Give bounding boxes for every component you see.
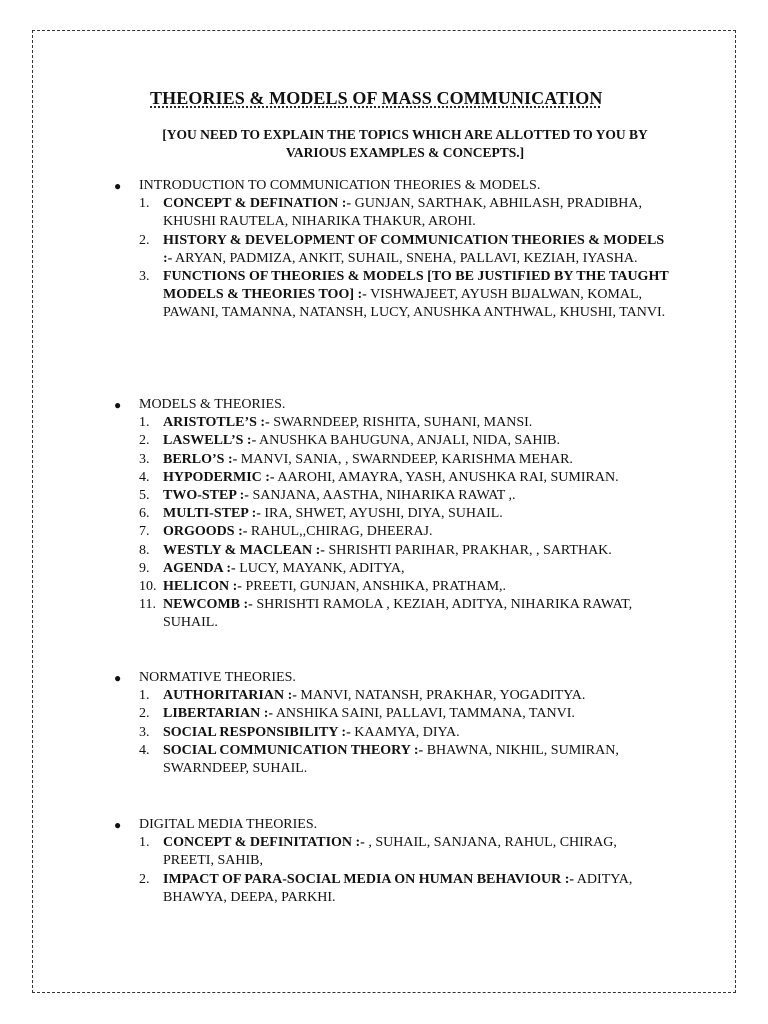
item-number: 2. [139,871,150,887]
item-number: 4. [139,742,150,758]
list-item [110,687,670,705]
item-number: 6. [139,506,150,522]
item-topic: SOCIAL RESPONSIBILITY :- [163,724,351,740]
item-topic: BERLO’S :- [163,451,238,467]
item-topic: CONCEPT & DEFINITATION :- [163,835,365,851]
list-item [110,414,670,432]
item-number: 1. [139,835,150,851]
bullet-icon: ● [114,671,122,685]
item-number: 1. [139,688,150,704]
item-topic: NEWCOMB :- [163,597,253,613]
list-item [110,232,670,268]
list-item [110,523,670,541]
section-heading [110,396,670,414]
item-names: SANJANA, AASTHA, NIHARIKA RAWAT ,. [248,488,516,504]
item-topic: AUTHORITARIAN :- [163,688,297,704]
topic-list [110,687,670,778]
item-topic: IMPACT OF PARA-SOCIAL MEDIA ON HUMAN BEHAVIOUR :- [163,871,575,887]
list-item [110,705,670,723]
item-topic: CONCEPT & DEFINATION :- [163,196,352,212]
list-item [110,505,670,523]
list-item [110,871,670,907]
list-item [110,268,670,323]
item-names: SHRISHTI PARIHAR, PRAKHAR, , SARTHAK. [324,542,612,558]
item-topic: WESTLY & MACLEAN :- [163,542,325,558]
item-number: 3. [139,724,150,740]
topic-list [110,195,670,322]
bullet-icon: ● [114,818,122,832]
item-names: GUNJAN, SARTHAK, ABHILASH, PRADIBHA, KHUSHI RAUTELA, NIHARIKA THAKUR, AROHI. [163,196,642,230]
item-number: 4. [139,469,150,485]
item-topic: LIBERTARIAN :- [163,706,274,722]
bullet-icon: ● [114,179,122,193]
item-number: 3. [139,269,150,285]
instruction-note: [YOU NEED TO EXPLAIN THE TOPICS WHICH ARE ALLOTTED TO YOU BY VARIOUS EXAMPLES & CONCEPTS.] [162,127,648,160]
item-number: 10. [139,579,157,595]
item-topic: HELICON :- [163,579,242,595]
item-topic: ARISTOTLE’S :- [163,415,270,431]
item-topic: AGENDA :- [163,560,236,576]
item-names: PREETI, GUNJAN, ANSHIKA, PRATHAM,. [241,579,507,595]
item-number: 2. [139,232,150,248]
item-names: AAROHI, AMAYRA, YASH, ANUSHKA RAI, SUMIRAN. [274,469,619,485]
list-item [110,742,670,778]
list-item [110,724,670,742]
section-heading-text: INTRODUCTION TO COMMUNICATION THEORIES & MODELS. [139,178,541,193]
item-number: 11. [139,597,156,613]
list-item [110,834,670,870]
item-number: 2. [139,433,150,449]
item-names: MANVI, SANIA, , SWARNDEEP, KARISHMA MEHAR. [237,451,573,467]
section-heading [110,177,670,195]
item-names: RAHUL,,CHIRAG, DHEERAJ. [247,524,433,540]
item-names: SHRISHTI RAMOLA , KEZIAH, ADITYA, NIHARIKA RAWAT, SUHAIL. [163,597,633,631]
item-names: ANSHIKA SAINI, PALLAVI, TAMMANA, TANVI. [273,706,575,722]
section-normative-theories [110,669,670,778]
list-item [110,195,670,231]
section-heading-text: NORMATIVE THEORIES. [139,670,296,685]
list-item [110,451,670,469]
item-names: ARYAN, PADMIZA, ANKIT, SUHAIL, SNEHA, PALLAVI, KEZIAH, IYASHA. [172,250,638,266]
item-names: MANVI, NATANSH, PRAKHAR, YOGADITYA. [296,688,586,704]
list-item [110,487,670,505]
item-number: 5. [139,488,150,504]
list-item [110,432,670,450]
section-heading [110,669,670,687]
section-introduction [110,177,670,323]
item-topic: LASWELL’S :- [163,433,257,449]
item-number: 1. [139,415,150,431]
item-names: IRA, SHWET, AYUSHI, DIYA, SUHAIL. [260,506,503,522]
item-topic: SOCIAL COMMUNICATION THEORY :- [163,742,424,758]
item-names: ADITYA, BHAWYA, DEEPA, PARKHI. [163,871,633,905]
item-topic: FUNCTIONS OF THEORIES & MODELS [TO BE JUSTIFIED BY THE TAUGHT MODELS & THEORIES TOO] :- [163,269,669,303]
section-models-theories [110,396,670,633]
item-number: 7. [139,524,150,540]
list-item [110,578,670,596]
item-number: 2. [139,706,150,722]
item-names: VISHWAJEET, AYUSH BIJALWAN, KOMAL, PAWANI, TAMANNA, NATANSH, LUCY, ANUSHKA ANTHWAL, KHUSHI, TANVI. [163,287,666,321]
list-item [110,542,670,560]
topic-list [110,834,670,907]
item-names: ANUSHKA BAHUGUNA, ANJALI, NIDA, SAHIB. [256,433,560,449]
item-names: BHAWNA, NIKHIL, SUMIRAN, SWARNDEEP, SUHAIL. [163,742,619,777]
item-number: 3. [139,451,150,467]
bullet-icon: ● [114,398,122,412]
list-item [110,560,670,578]
item-number: 1. [139,196,150,212]
item-topic: TWO-STEP :- [163,488,249,504]
item-names: SWARNDEEP, RISHITA, SUHANI, MANSI. [269,415,533,431]
item-names: , SUHAIL, SANJANA, RAHUL, CHIRAG, PREETI, SAHIB, [163,835,617,869]
section-heading-text: DIGITAL MEDIA THEORIES. [139,817,318,832]
section-digital-media-theories [110,816,670,907]
list-item [110,469,670,487]
item-topic: ORGOODS :- [163,524,248,540]
section-heading [110,816,670,834]
section-heading-text: MODELS & THEORIES. [139,397,286,412]
item-topic: HISTORY & DEVELOPMENT OF COMMUNICATION THEORIES & MODELS :- [163,232,665,266]
item-names: KAAMYA, DIYA. [350,724,460,740]
topic-list [110,414,670,632]
item-number: 9. [139,560,150,576]
list-item [110,596,670,632]
item-number: 8. [139,542,150,558]
item-topic: MULTI-STEP :- [163,506,261,522]
item-names: LUCY, MAYANK, ADITYA, [235,560,405,576]
document-title: THEORIES & MODELS OF MASS COMMUNICATION [150,88,603,108]
item-topic: HYPODERMIC :- [163,469,275,485]
